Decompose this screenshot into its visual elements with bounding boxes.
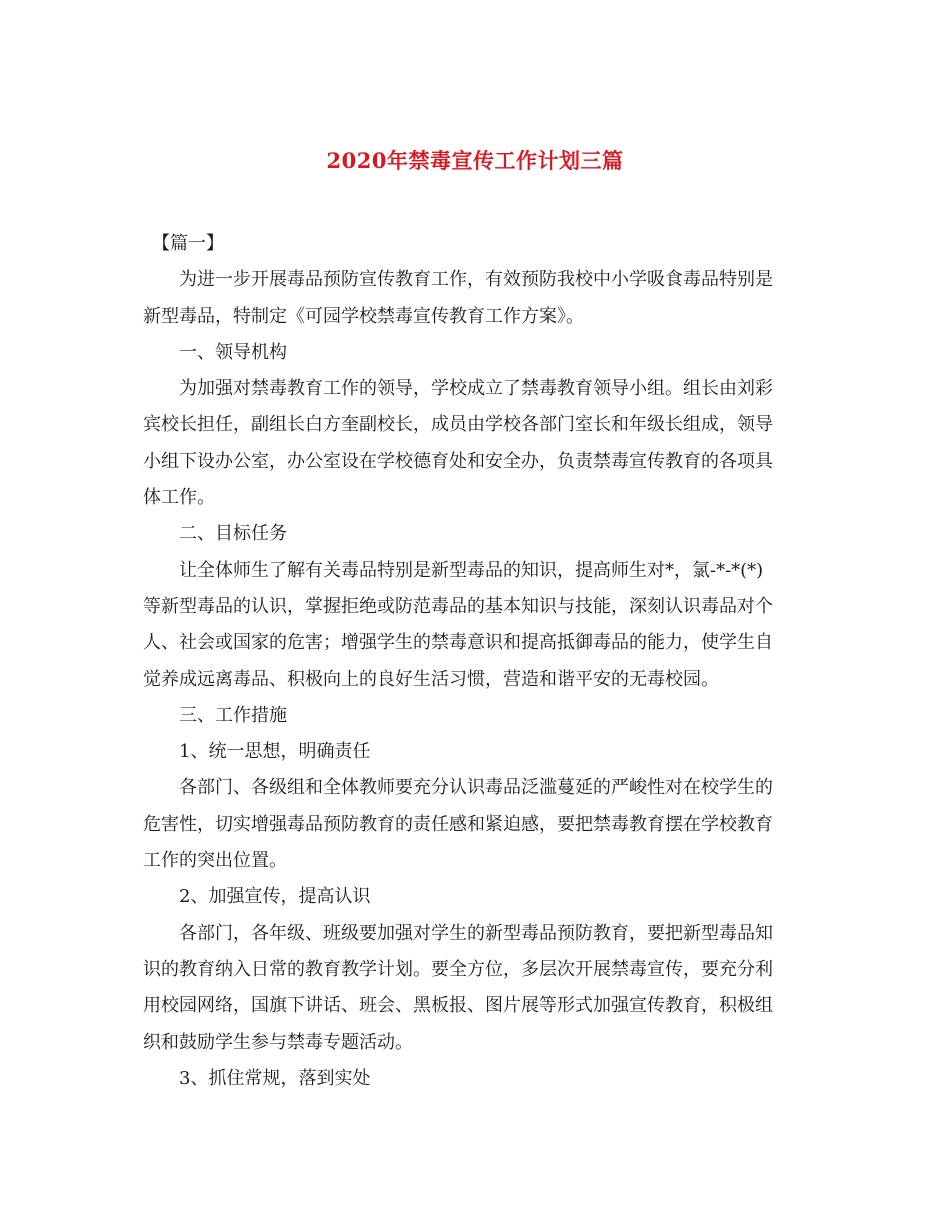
- paragraph-line: 各部门、各级组和全体教师要充分认识毒品泛滥蔓延的严峻性对在校学生的: [143, 777, 773, 799]
- paragraph-line: 人、社会或国家的危害；增强学生的禁毒意识和提高抵御毒品的能力，使学生自: [143, 632, 773, 654]
- subheading-measure-1: 1、统一思想，明确责任: [143, 741, 371, 763]
- paragraph-line: 等新型毒品的认识，掌握拒绝或防范毒品的基本知识与技能，深刻认识毒品对个: [143, 595, 773, 617]
- subheading-measure-2: 2、加强宣传，提高认识: [143, 886, 371, 908]
- paragraph-line: 宾校长担任，副组长白方奎副校长，成员由学校各部门室长和年级长组成，领导: [143, 414, 773, 436]
- paragraph-line: 新型毒品，特制定《可园学校禁毒宣传教育工作方案》。: [143, 305, 584, 327]
- paragraph-line: 各部门，各年级、班级要加强对学生的新型毒品预防教育，要把新型毒品知: [143, 922, 773, 944]
- paragraph-line: 用校园网络，国旗下讲话、班会、黑板报、图片展等形式加强宣传教育，积极组: [143, 995, 773, 1017]
- document-body: [143, 226, 803, 1097]
- section-heading-part-one: 【篇一】: [143, 233, 224, 254]
- paragraph-line: 为进一步开展毒品预防宣传教育工作，有效预防我校中小学吸食毒品特别是: [143, 269, 773, 291]
- subheading-measure-3: 3、抓住常规，落到实处: [143, 1067, 371, 1089]
- paragraph-line: 识的教育纳入日常的教育教学计划。要全方位，多层次开展禁毒宣传，要充分利: [143, 958, 773, 980]
- document-title: 2020年禁毒宣传工作计划三篇: [326, 148, 624, 173]
- paragraph-line: 危害性，切实增强毒品预防教育的责任感和紧迫感，要把禁毒教育摆在学校教育: [143, 813, 773, 835]
- paragraph-line: 体工作。: [143, 487, 215, 509]
- paragraph-line: 小组下设办公室，办公室设在学校德育处和安全办，负责禁毒宣传教育的各项具: [143, 450, 773, 472]
- paragraph-line: 工作的突出位置。: [143, 850, 287, 872]
- section-heading-measures: 三、工作措施: [143, 704, 287, 726]
- paragraph-line: 觉养成远离毒品、积极向上的良好生活习惯，营造和谐平安的无毒校园。: [143, 668, 719, 690]
- paragraph-line: 织和鼓励学生参与禁毒专题活动。: [143, 1031, 413, 1053]
- section-heading-goals: 二、目标任务: [143, 523, 287, 545]
- section-heading-leadership: 一、领导机构: [143, 341, 287, 363]
- paragraph-line: 让全体师生了解有关毒品特别是新型毒品的知识，提高师生对*，氯-*-*(*): [143, 559, 764, 581]
- paragraph-line: 为加强对禁毒教育工作的领导，学校成立了禁毒教育领导小组。组长由刘彩: [143, 378, 773, 400]
